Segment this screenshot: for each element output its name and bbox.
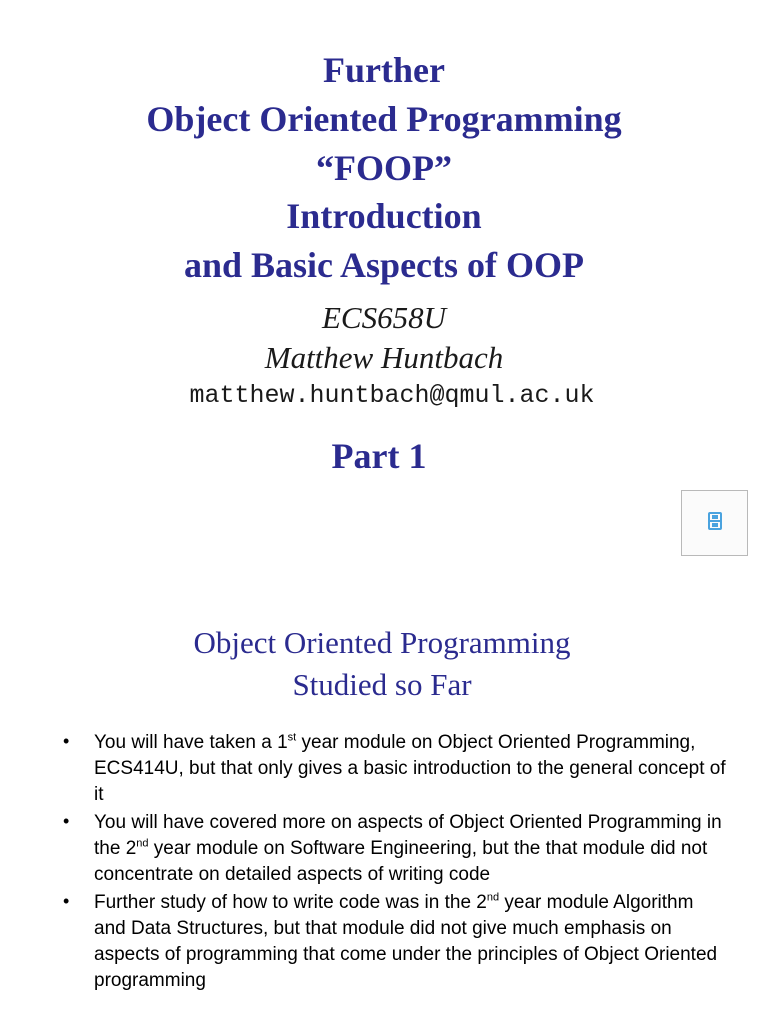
bullet-text-post: year module on Software Engineering, but the that module did not concentrate on detailed aspects of writing code (94, 838, 708, 885)
slide2-title-line-1: Object Oriented Programming (193, 625, 571, 660)
title-line-oop: Object Oriented Programming (146, 99, 622, 139)
list-item (0, 890, 768, 994)
bullet-text-pre: Further study of how to write code was in the 2 (94, 892, 487, 913)
list-item (0, 810, 768, 888)
bullet-icon: • (63, 811, 70, 831)
author-name: Matthew Huntbach (264, 340, 504, 375)
bullet-text-pre: You will have taken a 1 (94, 732, 288, 753)
ordinal-suffix: st (287, 731, 297, 744)
ordinal-suffix: nd (136, 837, 149, 850)
title-line-further: Further (323, 50, 445, 90)
list-item (0, 730, 768, 808)
title-line-foop: “FOOP” (316, 148, 452, 188)
media-nav-button[interactable] (681, 490, 748, 556)
author-email: matthew.huntbach@qmul.ac.uk (189, 381, 595, 410)
bullet-list (0, 730, 768, 996)
ordinal-suffix: nd (486, 891, 500, 904)
slide2-title-line-2: Studied so Far (292, 667, 472, 702)
course-code: ECS658U (322, 300, 446, 335)
bullet-icon: • (63, 731, 70, 751)
film-icon (708, 512, 722, 535)
bullet-icon: • (63, 891, 70, 911)
part-label: Part 1 (331, 436, 427, 476)
bullet-text-pre: You will have covered more on aspects of Object Oriented Programming in the 2 (94, 812, 722, 859)
bullet-text-post: year module Algorithm and Data Structures, but that module did not give much emphasis on aspects of programming that come under the principles of Object Oriented programming (94, 892, 718, 991)
title-line-introduction: Introduction (286, 196, 482, 236)
bullet-text-post: year module on Object Oriented Programming, ECS414U, but that only gives a basic introduction to the general concept of it (94, 732, 726, 805)
title-line-basic-aspects: and Basic Aspects of OOP (183, 245, 585, 285)
